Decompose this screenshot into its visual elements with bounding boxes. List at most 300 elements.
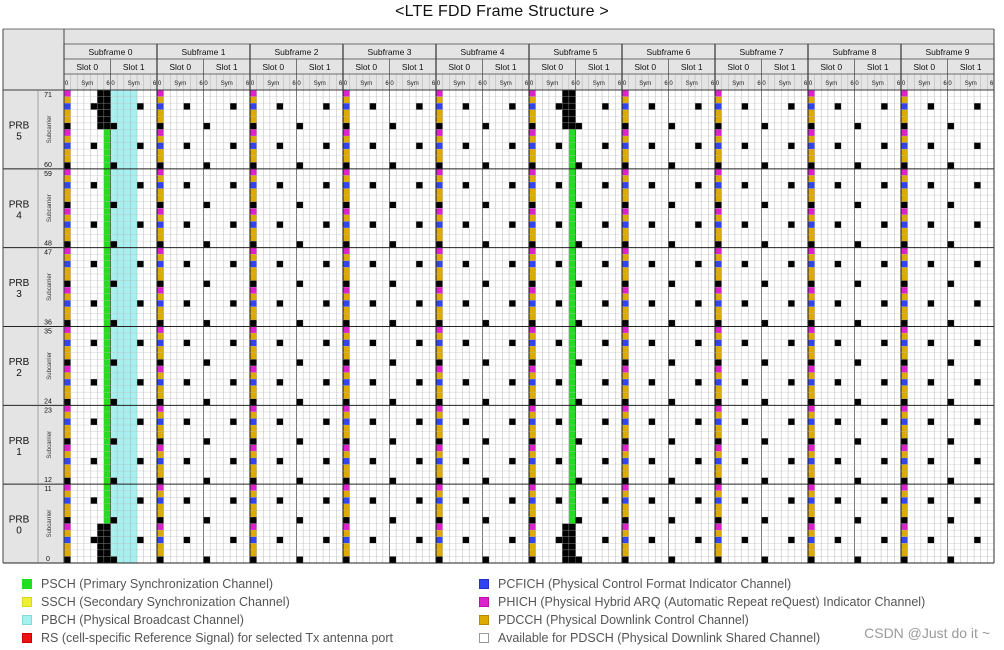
resource-element <box>323 235 330 242</box>
resource-element <box>290 195 297 202</box>
resource-element <box>250 510 257 517</box>
resource-element <box>356 425 363 432</box>
resource-element <box>502 149 509 156</box>
resource-element <box>210 524 217 531</box>
resource-element <box>290 254 297 261</box>
resource-element <box>436 116 443 123</box>
resource-element <box>330 195 337 202</box>
resource-element <box>124 202 131 209</box>
resource-element <box>150 215 157 222</box>
resource-element <box>150 294 157 301</box>
resource-element <box>257 471 264 478</box>
resource-element <box>270 372 277 379</box>
resource-element <box>436 267 443 274</box>
resource-element <box>316 261 323 268</box>
symbol-last-label: 6 <box>338 81 343 87</box>
resource-element <box>197 110 204 117</box>
resource-element <box>237 208 244 215</box>
resource-element <box>396 327 403 334</box>
resource-element <box>204 274 211 281</box>
resource-element <box>449 510 456 517</box>
resource-element <box>476 189 483 196</box>
resource-element <box>516 143 523 150</box>
resource-element <box>476 327 483 334</box>
resource-element <box>376 313 383 320</box>
resource-element <box>509 143 516 150</box>
resource-element <box>184 405 191 412</box>
resource-element <box>310 169 317 176</box>
resource-element <box>170 116 177 123</box>
resource-element <box>230 281 237 288</box>
resource-element <box>270 294 277 301</box>
resource-element <box>476 491 483 498</box>
resource-element <box>496 175 503 182</box>
resource-element <box>429 307 436 314</box>
resource-element <box>283 464 290 471</box>
resource-element <box>343 386 350 393</box>
resource-element <box>130 143 137 150</box>
resource-element <box>277 294 284 301</box>
resource-element <box>469 497 476 504</box>
resource-element <box>489 438 496 445</box>
resource-element <box>396 372 403 379</box>
resource-element <box>496 149 503 156</box>
resource-element <box>250 143 257 150</box>
symbol-first-label: 0 <box>948 81 952 87</box>
resource-element <box>336 543 343 550</box>
resource-element <box>436 129 443 136</box>
resource-element <box>483 432 490 439</box>
resource-element <box>350 346 357 353</box>
resource-element <box>117 372 124 379</box>
resource-element <box>463 412 470 419</box>
resource-element <box>230 90 237 97</box>
resource-element <box>77 524 84 531</box>
resource-element <box>130 543 137 550</box>
resource-element <box>157 195 164 202</box>
resource-element <box>157 307 164 314</box>
resource-element <box>263 136 270 143</box>
resource-element <box>170 412 177 419</box>
resource-element <box>164 149 171 156</box>
resource-element <box>144 458 151 465</box>
resource-element <box>71 136 78 143</box>
resource-element <box>297 432 304 439</box>
resource-element <box>84 90 91 97</box>
resource-element <box>223 320 230 327</box>
resource-element <box>71 445 78 452</box>
resource-element <box>210 392 217 399</box>
resource-element <box>363 366 370 373</box>
resource-element <box>137 228 144 235</box>
resource-element <box>436 195 443 202</box>
resource-element <box>97 510 104 517</box>
resource-element <box>237 195 244 202</box>
resource-element <box>263 175 270 182</box>
resource-element <box>277 97 284 104</box>
resource-element <box>184 129 191 136</box>
resource-element <box>502 530 509 537</box>
resource-element <box>283 195 290 202</box>
slot-label: Slot 1 <box>866 62 889 72</box>
resource-element <box>303 261 310 268</box>
resource-element <box>363 478 370 485</box>
resource-element <box>390 287 397 294</box>
resource-element <box>91 418 98 425</box>
resource-element <box>84 248 91 255</box>
resource-element <box>197 136 204 143</box>
resource-element <box>243 524 250 531</box>
resource-element <box>323 169 330 176</box>
resource-element <box>144 235 151 242</box>
resource-element <box>137 418 144 425</box>
resource-element <box>409 156 416 163</box>
resource-element <box>336 261 343 268</box>
resource-element <box>502 136 509 143</box>
resource-element <box>290 510 297 517</box>
resource-element <box>184 175 191 182</box>
resource-element <box>230 307 237 314</box>
resource-element <box>390 254 397 261</box>
resource-element <box>117 261 124 268</box>
resource-element <box>403 202 410 209</box>
resource-element <box>336 149 343 156</box>
resource-element <box>429 208 436 215</box>
resource-element <box>463 248 470 255</box>
resource-element <box>376 478 383 485</box>
resource-element <box>111 340 118 347</box>
resource-element <box>184 294 191 301</box>
resource-element <box>157 432 164 439</box>
resource-element <box>210 136 217 143</box>
resource-element <box>336 129 343 136</box>
resource-element <box>376 294 383 301</box>
resource-element <box>502 425 509 432</box>
resource-element <box>483 524 490 531</box>
resource-element <box>290 524 297 531</box>
resource-element <box>297 228 304 235</box>
resource-element <box>330 241 337 248</box>
resource-element <box>257 484 264 491</box>
resource-element <box>356 149 363 156</box>
resource-element <box>257 175 264 182</box>
resource-element <box>310 267 317 274</box>
resource-element <box>429 143 436 150</box>
resource-element <box>223 267 230 274</box>
resource-element <box>483 543 490 550</box>
resource-element <box>310 189 317 196</box>
resource-element <box>217 327 224 334</box>
resource-element <box>84 464 91 471</box>
resource-element <box>496 458 503 465</box>
resource-element <box>370 116 377 123</box>
resource-element <box>496 438 503 445</box>
resource-element <box>356 386 363 393</box>
resource-element <box>363 392 370 399</box>
resource-element <box>164 530 171 537</box>
resource-element <box>84 418 91 425</box>
resource-element <box>303 248 310 255</box>
resource-element <box>77 149 84 156</box>
resource-element <box>336 143 343 150</box>
resource-element <box>170 340 177 347</box>
resource-element <box>502 445 509 452</box>
resource-element <box>390 379 397 386</box>
resource-element <box>502 399 509 406</box>
resource-element <box>336 215 343 222</box>
resource-element <box>210 294 217 301</box>
resource-element <box>250 228 257 235</box>
resource-element <box>297 524 304 531</box>
resource-element <box>124 215 131 222</box>
resource-element <box>157 267 164 274</box>
resource-element <box>409 294 416 301</box>
resource-element <box>336 471 343 478</box>
resource-element <box>456 97 463 104</box>
resource-element <box>403 418 410 425</box>
resource-element <box>363 320 370 327</box>
resource-element <box>383 458 390 465</box>
resource-element <box>257 412 264 419</box>
resource-element <box>330 333 337 340</box>
resource-element <box>117 379 124 386</box>
resource-element <box>290 432 297 439</box>
resource-element <box>403 379 410 386</box>
resource-element <box>71 235 78 242</box>
resource-element <box>217 445 224 452</box>
resource-element <box>443 267 450 274</box>
resource-element <box>77 504 84 511</box>
symbol-last-label: 6 <box>803 81 808 87</box>
resource-element <box>396 136 403 143</box>
resource-element <box>310 497 317 504</box>
resource-element <box>376 248 383 255</box>
resource-element <box>409 182 416 189</box>
resource-element <box>489 215 496 222</box>
resource-element <box>124 550 131 557</box>
resource-element <box>496 550 503 557</box>
resource-element <box>316 156 323 163</box>
resource-element <box>469 333 476 340</box>
resource-element <box>91 143 98 150</box>
resource-element <box>64 274 71 281</box>
resource-element <box>370 497 377 504</box>
resource-element <box>330 550 337 557</box>
resource-element <box>449 300 456 307</box>
resource-element <box>290 327 297 334</box>
resource-element <box>250 399 257 406</box>
resource-element <box>230 451 237 458</box>
resource-element <box>250 254 257 261</box>
resource-element <box>111 195 118 202</box>
resource-element <box>443 241 450 248</box>
resource-element <box>423 392 430 399</box>
resource-element <box>310 241 317 248</box>
resource-element <box>350 215 357 222</box>
resource-element <box>250 110 257 117</box>
resource-element <box>91 471 98 478</box>
resource-element <box>77 412 84 419</box>
resource-element <box>396 235 403 242</box>
resource-element <box>303 392 310 399</box>
resource-element <box>124 97 131 104</box>
resource-element <box>330 524 337 531</box>
resource-element <box>184 254 191 261</box>
resource-element <box>184 327 191 334</box>
resource-element <box>243 510 250 517</box>
resource-element <box>124 208 131 215</box>
resource-element <box>184 497 191 504</box>
resource-element <box>376 208 383 215</box>
resource-element <box>343 497 350 504</box>
resource-element <box>383 412 390 419</box>
resource-element <box>197 372 204 379</box>
resource-element <box>290 274 297 281</box>
resource-element <box>230 405 237 412</box>
resource-element <box>177 169 184 176</box>
resource-element <box>356 320 363 327</box>
resource-element <box>350 438 357 445</box>
resource-element <box>97 169 104 176</box>
resource-element <box>177 412 184 419</box>
resource-element <box>409 267 416 274</box>
resource-element <box>456 90 463 97</box>
resource-element <box>204 497 211 504</box>
resource-element <box>71 537 78 544</box>
resource-element <box>496 202 503 209</box>
resource-element <box>157 530 164 537</box>
resource-element <box>350 261 357 268</box>
resource-element <box>111 235 118 242</box>
resource-element <box>223 438 230 445</box>
resource-element <box>197 445 204 452</box>
resource-element <box>509 497 516 504</box>
resource-element <box>217 149 224 156</box>
resource-element <box>297 281 304 288</box>
resource-element <box>390 156 397 163</box>
resource-element <box>84 208 91 215</box>
resource-element <box>396 458 403 465</box>
resource-element <box>190 399 197 406</box>
resource-element <box>71 156 78 163</box>
resource-element <box>463 294 470 301</box>
resource-element <box>509 313 516 320</box>
resource-element <box>204 491 211 498</box>
resource-element <box>396 517 403 524</box>
resource-element <box>91 221 98 228</box>
resource-element <box>223 221 230 228</box>
resource-element <box>336 162 343 169</box>
resource-element <box>356 491 363 498</box>
resource-element <box>489 425 496 432</box>
resource-element <box>383 386 390 393</box>
resource-element <box>297 392 304 399</box>
resource-element <box>343 451 350 458</box>
resource-element <box>84 405 91 412</box>
resource-element <box>383 510 390 517</box>
resource-element <box>243 235 250 242</box>
resource-element <box>217 123 224 130</box>
resource-element <box>390 189 397 196</box>
resource-element <box>456 313 463 320</box>
resource-element <box>469 241 476 248</box>
resource-element <box>104 129 111 136</box>
resource-element <box>137 471 144 478</box>
resource-element <box>111 451 118 458</box>
resource-element <box>350 327 357 334</box>
resource-element <box>257 202 264 209</box>
resource-element <box>150 116 157 123</box>
resource-element <box>476 445 483 452</box>
resource-element <box>297 386 304 393</box>
symbol-first-label: 0 <box>669 81 673 87</box>
resource-element <box>124 261 131 268</box>
resource-element <box>210 313 217 320</box>
resource-element <box>283 471 290 478</box>
resource-element <box>283 543 290 550</box>
resource-element <box>250 103 257 110</box>
resource-element <box>144 543 151 550</box>
resource-element <box>323 182 330 189</box>
resource-element <box>170 478 177 485</box>
resource-element <box>77 195 84 202</box>
resource-element <box>316 484 323 491</box>
resource-element <box>97 313 104 320</box>
resource-element <box>509 221 516 228</box>
resource-element <box>197 116 204 123</box>
resource-element <box>456 359 463 366</box>
resource-element <box>223 123 230 130</box>
resource-element <box>483 215 490 222</box>
resource-element <box>383 484 390 491</box>
resource-element <box>184 491 191 498</box>
resource-element <box>157 221 164 228</box>
resource-element <box>456 386 463 393</box>
resource-element <box>396 254 403 261</box>
resource-element <box>350 366 357 373</box>
resource-element <box>270 379 277 386</box>
resource-element <box>436 451 443 458</box>
resource-element <box>190 169 197 176</box>
resource-element <box>502 478 509 485</box>
resource-element <box>423 537 430 544</box>
resource-element <box>363 353 370 360</box>
resource-element <box>263 241 270 248</box>
resource-element <box>496 445 503 452</box>
resource-element <box>502 287 509 294</box>
resource-element <box>91 340 98 347</box>
resource-element <box>403 97 410 104</box>
resource-element <box>144 478 151 485</box>
resource-element <box>277 202 284 209</box>
resource-element <box>396 432 403 439</box>
resource-element <box>117 458 124 465</box>
resource-element <box>204 379 211 386</box>
resource-element <box>64 228 71 235</box>
resource-element <box>230 491 237 498</box>
resource-element <box>483 143 490 150</box>
resource-element <box>436 524 443 531</box>
resource-element <box>237 215 244 222</box>
resource-element <box>277 445 284 452</box>
resource-element <box>290 169 297 176</box>
resource-element <box>190 372 197 379</box>
resource-element <box>190 464 197 471</box>
resource-element <box>489 405 496 412</box>
resource-element <box>217 103 224 110</box>
resource-element <box>204 392 211 399</box>
resource-element <box>157 451 164 458</box>
